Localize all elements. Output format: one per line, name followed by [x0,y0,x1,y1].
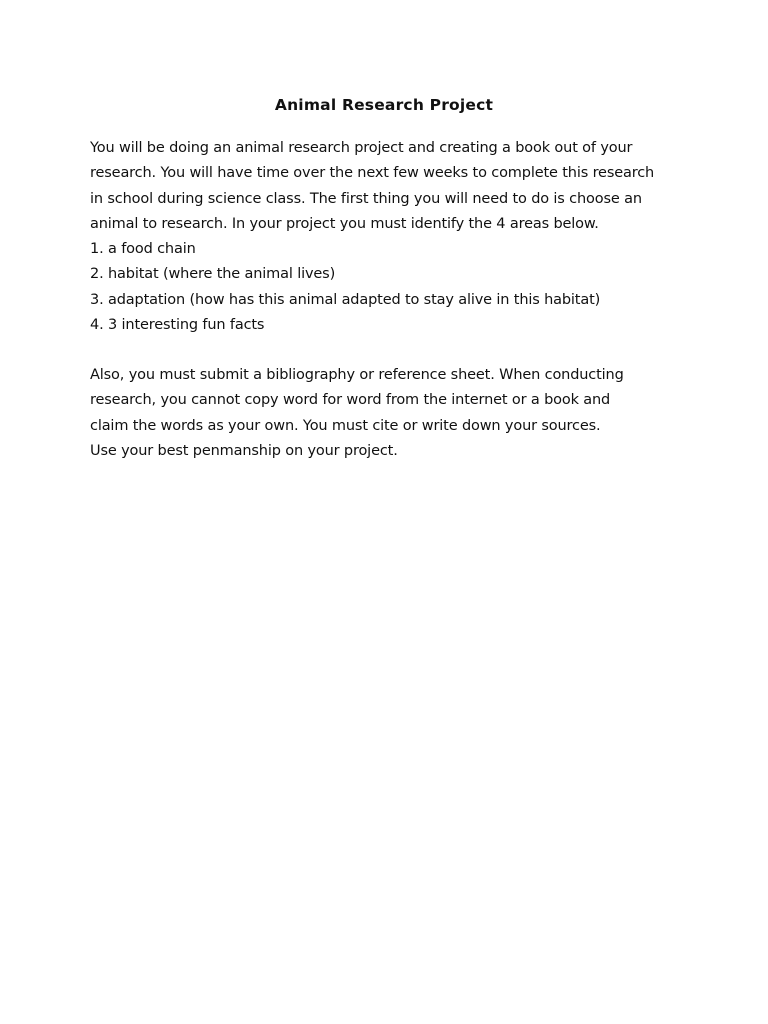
intro-line: You will be doing an animal research project and creating a book out of your [90,140,633,156]
intro-line: in school during science class. The first thing you will need to do is choose an [90,190,642,207]
paragraph-line: Also, you must submit a bibliography or reference sheet. When conducting [90,367,624,383]
intro-section [90,136,690,338]
intro-line: animal to research. In your project you must identify the 4 areas below. [90,215,599,232]
list-item: 1. a food chain [90,241,196,258]
list-item: 3. adaptation (how has this animal adapted to stay alive in this habitat) [90,291,601,308]
page-title: Animal Research Project [274,96,494,114]
bibliography-paragraph [90,363,690,464]
list-item: 2. habitat (where the animal lives) [90,266,336,283]
paragraph-line: claim the words as your own. You must cite or write down your sources. [90,417,601,434]
paragraph-line: research, you cannot copy word for word from the internet or a book and [90,392,611,409]
list-item: 4. 3 interesting fun facts [90,317,265,334]
intro-line: research. You will have time over the next few weeks to complete this research [90,165,655,182]
paragraph-line: Use your best penmanship on your project. [90,442,398,459]
